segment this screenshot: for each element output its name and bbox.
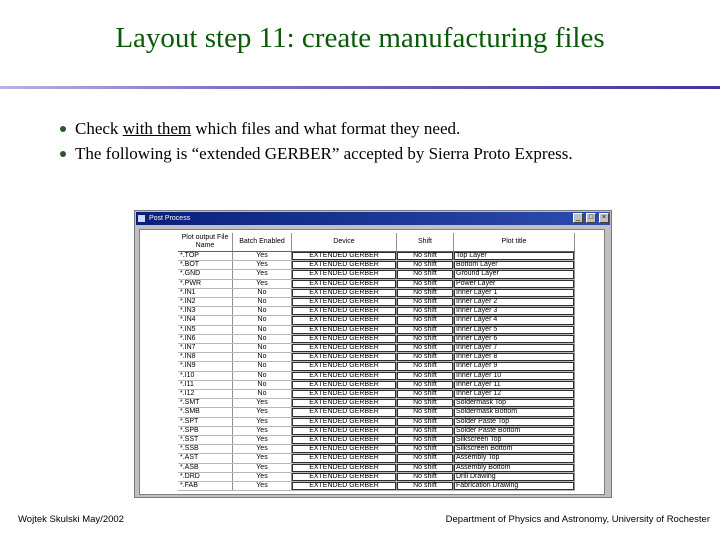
cell-device[interactable]: EXTENDED GERBER — [292, 270, 397, 279]
window-title: Post Process — [148, 215, 191, 222]
table-row[interactable] — [178, 261, 575, 270]
cell-batch-enabled[interactable]: No — [233, 380, 292, 389]
window-controls — [572, 213, 609, 226]
cell-shift[interactable]: No shift — [397, 362, 454, 371]
cell-file-name[interactable]: *.SPB — [178, 426, 233, 435]
cell-file-name[interactable]: *.IN8 — [178, 353, 233, 362]
cell-shift[interactable]: No shift — [397, 426, 454, 435]
cell-batch-enabled[interactable]: No — [233, 353, 292, 362]
table-row[interactable] — [178, 454, 575, 463]
cell-batch-enabled[interactable]: Yes — [233, 270, 292, 279]
cell-device[interactable]: EXTENDED GERBER — [292, 316, 397, 325]
window-titlebar[interactable] — [136, 212, 610, 225]
cell-batch-enabled[interactable]: Yes — [233, 252, 292, 261]
bullet-list — [60, 116, 573, 166]
cell-plot-title[interactable]: Soldermask Bottom — [454, 408, 575, 417]
cell-device[interactable]: EXTENDED GERBER — [292, 390, 397, 399]
cell-device[interactable]: EXTENDED GERBER — [292, 380, 397, 389]
cell-plot-title[interactable]: Inner Layer 2 — [454, 298, 575, 307]
cell-shift[interactable]: No shift — [397, 252, 454, 261]
cell-batch-enabled[interactable]: Yes — [233, 426, 292, 435]
cell-plot-title[interactable]: Silkscreen Bottom — [454, 445, 575, 454]
cell-shift[interactable]: No shift — [397, 288, 454, 297]
cell-batch-enabled[interactable]: No — [233, 362, 292, 371]
cell-shift[interactable]: No shift — [397, 298, 454, 307]
table-row[interactable] — [178, 270, 575, 279]
footer-department: Department of Physics and Astronomy, University of Rochester — [445, 514, 710, 525]
cell-batch-enabled[interactable]: No — [233, 344, 292, 353]
cell-device[interactable]: EXTENDED GERBER — [292, 344, 397, 353]
table-row[interactable] — [178, 353, 575, 362]
cell-batch-enabled[interactable]: Yes — [233, 454, 292, 463]
table-row[interactable] — [178, 371, 575, 380]
cell-batch-enabled[interactable]: No — [233, 316, 292, 325]
cell-plot-title[interactable]: Bottom Layer — [454, 261, 575, 270]
cell-plot-title[interactable]: Drill Drawing — [454, 472, 575, 481]
cell-file-name[interactable]: *.SPT — [178, 417, 233, 426]
cell-batch-enabled[interactable]: Yes — [233, 279, 292, 288]
cell-device[interactable]: EXTENDED GERBER — [292, 334, 397, 343]
cell-file-name[interactable]: *.SMT — [178, 399, 233, 408]
column-header-file[interactable]: Plot output File Name — [178, 233, 233, 252]
cell-shift[interactable]: No shift — [397, 270, 454, 279]
cell-file-name[interactable]: *.IN9 — [178, 362, 233, 371]
app-icon — [138, 215, 145, 222]
cell-file-name[interactable]: *.ASB — [178, 463, 233, 472]
cell-device[interactable]: EXTENDED GERBER — [292, 463, 397, 472]
cell-device[interactable]: EXTENDED GERBER — [292, 454, 397, 463]
cell-device[interactable]: EXTENDED GERBER — [292, 353, 397, 362]
column-header-title[interactable]: Plot title — [454, 233, 575, 252]
cell-file-name[interactable]: *.FAB — [178, 482, 233, 491]
cell-plot-title[interactable]: Inner Layer 9 — [454, 362, 575, 371]
cell-batch-enabled[interactable]: No — [233, 298, 292, 307]
cell-device[interactable]: EXTENDED GERBER — [292, 472, 397, 481]
table-row[interactable] — [178, 482, 575, 491]
cell-shift[interactable]: No shift — [397, 371, 454, 380]
cell-shift[interactable]: No shift — [397, 436, 454, 445]
cell-device[interactable]: EXTENDED GERBER — [292, 436, 397, 445]
cell-shift[interactable]: No shift — [397, 261, 454, 270]
cell-file-name[interactable]: *.I10 — [178, 371, 233, 380]
cell-shift[interactable]: No shift — [397, 316, 454, 325]
cell-file-name[interactable]: *.PWR — [178, 279, 233, 288]
cell-shift[interactable]: No shift — [397, 445, 454, 454]
cell-file-name[interactable]: *.SSB — [178, 445, 233, 454]
table-row[interactable] — [178, 426, 575, 435]
cell-device[interactable]: EXTENDED GERBER — [292, 325, 397, 334]
cell-shift[interactable]: No shift — [397, 472, 454, 481]
cell-file-name[interactable]: *.IN4 — [178, 316, 233, 325]
slide-title: Layout step 11: create manufacturing files — [115, 22, 605, 54]
bullet-text-before: The following is “extended GERBER” accepted by Sierra Proto Express. — [75, 144, 573, 163]
bullet-item — [60, 116, 573, 141]
cell-file-name[interactable]: *.SMB — [178, 408, 233, 417]
cell-plot-title[interactable]: Inner Layer 10 — [454, 371, 575, 380]
table-row[interactable] — [178, 298, 575, 307]
cell-batch-enabled[interactable]: Yes — [233, 472, 292, 481]
cell-batch-enabled[interactable]: Yes — [233, 399, 292, 408]
cell-shift[interactable]: No shift — [397, 482, 454, 491]
table-row[interactable] — [178, 252, 575, 261]
column-header-shift[interactable]: Shift — [397, 233, 454, 252]
cell-plot-title[interactable]: Solder Paste Bottom — [454, 426, 575, 435]
grid-body — [178, 252, 575, 491]
cell-shift[interactable]: No shift — [397, 279, 454, 288]
close-button[interactable]: × — [599, 213, 609, 223]
cell-plot-title[interactable]: Top Layer — [454, 252, 575, 261]
cell-shift[interactable]: No shift — [397, 334, 454, 343]
cell-batch-enabled[interactable]: No — [233, 288, 292, 297]
bullet-text-before: Check — [75, 119, 123, 138]
bullet-dot-icon — [60, 126, 66, 132]
maximize-button[interactable]: □ — [586, 213, 596, 223]
table-row[interactable] — [178, 463, 575, 472]
grid-header-row — [178, 233, 575, 252]
table-row[interactable] — [178, 417, 575, 426]
table-row[interactable] — [178, 472, 575, 481]
cell-device[interactable]: EXTENDED GERBER — [292, 288, 397, 297]
cell-plot-title[interactable]: Power Layer — [454, 279, 575, 288]
cell-plot-title[interactable]: Assembly Bottom — [454, 463, 575, 472]
cell-plot-title[interactable]: Inner Layer 4 — [454, 316, 575, 325]
footer-author: Wojtek Skulski May/2002 — [18, 514, 124, 525]
cell-batch-enabled[interactable]: No — [233, 334, 292, 343]
cell-file-name[interactable]: *.GND — [178, 270, 233, 279]
table-row[interactable] — [178, 445, 575, 454]
cell-plot-title[interactable]: Solder Paste Top — [454, 417, 575, 426]
cell-plot-title[interactable]: Inner Layer 6 — [454, 334, 575, 343]
table-row[interactable] — [178, 408, 575, 417]
cell-shift[interactable]: No shift — [397, 344, 454, 353]
table-row[interactable] — [178, 362, 575, 371]
cell-batch-enabled[interactable]: Yes — [233, 482, 292, 491]
cell-plot-title[interactable]: Inner Layer 12 — [454, 390, 575, 399]
cell-device[interactable]: EXTENDED GERBER — [292, 261, 397, 270]
cell-device[interactable]: EXTENDED GERBER — [292, 417, 397, 426]
cell-plot-title[interactable]: Inner Layer 11 — [454, 380, 575, 389]
cell-device[interactable]: EXTENDED GERBER — [292, 371, 397, 380]
cell-file-name[interactable]: *.IN6 — [178, 334, 233, 343]
cell-file-name[interactable]: *.SST — [178, 436, 233, 445]
cell-device[interactable]: EXTENDED GERBER — [292, 445, 397, 454]
cell-batch-enabled[interactable]: No — [233, 390, 292, 399]
table-row[interactable] — [178, 279, 575, 288]
cell-plot-title[interactable]: Soldermask Top — [454, 399, 575, 408]
table-row[interactable] — [178, 307, 575, 316]
cell-batch-enabled[interactable]: Yes — [233, 463, 292, 472]
table-row[interactable] — [178, 325, 575, 334]
post-process-grid — [178, 233, 575, 491]
cell-device[interactable]: EXTENDED GERBER — [292, 426, 397, 435]
cell-file-name[interactable]: *.IN1 — [178, 288, 233, 297]
cell-file-name[interactable]: *.AST — [178, 454, 233, 463]
cell-batch-enabled[interactable]: No — [233, 371, 292, 380]
table-row[interactable] — [178, 390, 575, 399]
cell-device[interactable]: EXTENDED GERBER — [292, 252, 397, 261]
cell-device[interactable]: EXTENDED GERBER — [292, 482, 397, 491]
bullet-item — [60, 141, 573, 166]
column-header-batch[interactable]: Batch Enabled — [233, 233, 292, 252]
table-row[interactable] — [178, 380, 575, 389]
cell-shift[interactable]: No shift — [397, 325, 454, 334]
cell-batch-enabled[interactable]: Yes — [233, 436, 292, 445]
cell-file-name[interactable]: *.IN2 — [178, 298, 233, 307]
cell-device[interactable]: EXTENDED GERBER — [292, 408, 397, 417]
cell-device[interactable]: EXTENDED GERBER — [292, 399, 397, 408]
cell-file-name[interactable]: *.I11 — [178, 380, 233, 389]
cell-plot-title[interactable]: Ground Layer — [454, 270, 575, 279]
cell-batch-enabled[interactable]: No — [233, 307, 292, 316]
cell-device[interactable]: EXTENDED GERBER — [292, 307, 397, 316]
cell-plot-title[interactable]: Inner Layer 1 — [454, 288, 575, 297]
table-row[interactable] — [178, 399, 575, 408]
cell-file-name[interactable]: *.IN5 — [178, 325, 233, 334]
cell-file-name[interactable]: *.IN3 — [178, 307, 233, 316]
cell-plot-title[interactable]: Assembly Top — [454, 454, 575, 463]
cell-plot-title[interactable]: Inner Layer 7 — [454, 344, 575, 353]
table-row[interactable] — [178, 334, 575, 343]
cell-file-name[interactable]: *.DRD — [178, 472, 233, 481]
post-process-window — [134, 210, 612, 498]
cell-plot-title[interactable]: Silkscreen Top — [454, 436, 575, 445]
window-client-area — [139, 229, 605, 495]
cell-plot-title[interactable]: Inner Layer 8 — [454, 353, 575, 362]
cell-batch-enabled[interactable]: Yes — [233, 261, 292, 270]
cell-device[interactable]: EXTENDED GERBER — [292, 279, 397, 288]
table-row[interactable] — [178, 316, 575, 325]
cell-file-name[interactable]: *.I12 — [178, 390, 233, 399]
bullet-text-after: which files and what format they need. — [191, 119, 461, 138]
cell-plot-title[interactable]: Inner Layer 3 — [454, 307, 575, 316]
title-divider — [0, 86, 720, 89]
table-row[interactable] — [178, 288, 575, 297]
table-row[interactable] — [178, 436, 575, 445]
cell-plot-title[interactable]: Inner Layer 5 — [454, 325, 575, 334]
cell-device[interactable]: EXTENDED GERBER — [292, 362, 397, 371]
cell-batch-enabled[interactable]: Yes — [233, 417, 292, 426]
cell-shift[interactable]: No shift — [397, 454, 454, 463]
cell-device[interactable]: EXTENDED GERBER — [292, 298, 397, 307]
cell-shift[interactable]: No shift — [397, 353, 454, 362]
bullet-dot-icon — [60, 151, 66, 157]
cell-file-name[interactable]: *.IN7 — [178, 344, 233, 353]
table-row[interactable] — [178, 344, 575, 353]
minimize-button[interactable]: _ — [573, 213, 583, 223]
cell-batch-enabled[interactable]: No — [233, 325, 292, 334]
cell-shift[interactable]: No shift — [397, 463, 454, 472]
bullet-text-underlined: with them — [122, 119, 192, 138]
cell-shift[interactable]: No shift — [397, 390, 454, 399]
cell-shift[interactable]: No shift — [397, 380, 454, 389]
column-header-device[interactable]: Device — [292, 233, 397, 252]
cell-file-name[interactable]: *.BOT — [178, 261, 233, 270]
cell-shift[interactable]: No shift — [397, 408, 454, 417]
cell-shift[interactable]: No shift — [397, 307, 454, 316]
cell-shift[interactable]: No shift — [397, 399, 454, 408]
cell-batch-enabled[interactable]: Yes — [233, 408, 292, 417]
cell-file-name[interactable]: *.TOP — [178, 252, 233, 261]
cell-shift[interactable]: No shift — [397, 417, 454, 426]
cell-plot-title[interactable]: Fabrication Drawing — [454, 482, 575, 491]
cell-batch-enabled[interactable]: Yes — [233, 445, 292, 454]
